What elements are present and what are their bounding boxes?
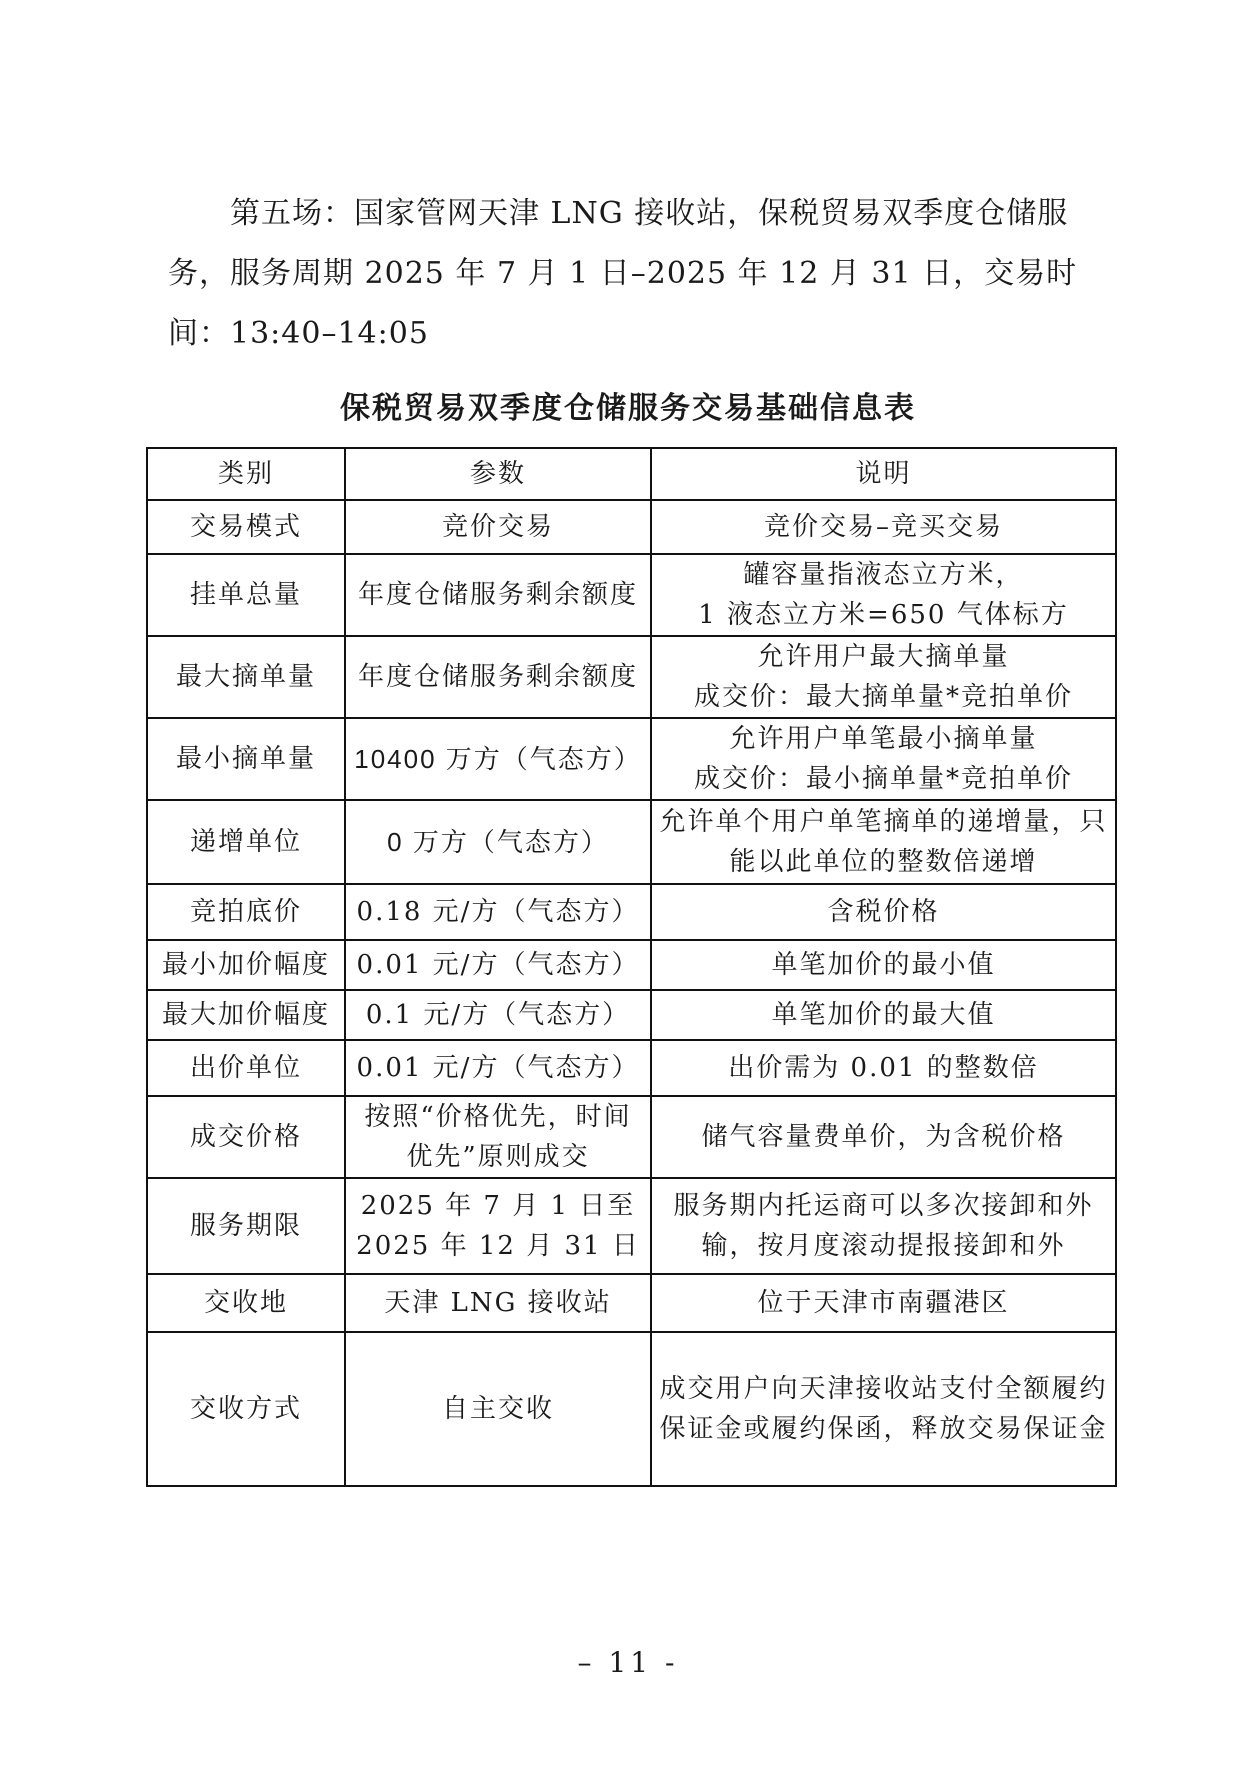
cell-category: 最小加价幅度: [147, 940, 345, 990]
cell-desc: 成交用户向天津接收站支付全额履约保证金或履约保函，释放交易保证金: [651, 1332, 1116, 1486]
cell-desc: 允许单个用户单笔摘单的递增量，只能以此单位的整数倍递增: [651, 800, 1116, 884]
cell-desc: 单笔加价的最小值: [651, 940, 1116, 990]
cell-param: 天津 LNG 接收站: [345, 1274, 651, 1332]
cell-desc: 服务期内托运商可以多次接卸和外输，按月度滚动提报接卸和外: [651, 1178, 1116, 1274]
cell-category: 最大摘单量: [147, 636, 345, 718]
page-number: – 11 -: [577, 1646, 679, 1679]
table-row: [147, 884, 1116, 940]
table-row: [147, 800, 1116, 884]
desc-line: 允许用户最大摘单量: [757, 642, 1010, 672]
desc-line: 成交价：最小摘单量*竞拍单价: [693, 764, 1073, 794]
desc-line: 允许用户单笔最小摘单量: [729, 724, 1038, 754]
cell-category: 成交价格: [147, 1096, 345, 1178]
cell-category: 出价单位: [147, 1040, 345, 1096]
cell-category: 最大加价幅度: [147, 990, 345, 1040]
cell-param: 年度仓储服务剩余额度: [345, 636, 651, 718]
header-param: 参数: [345, 448, 651, 500]
cell-desc: 储气容量费单价，为含税价格: [651, 1096, 1116, 1178]
cell-param: 0.01 元/方（气态方）: [345, 940, 651, 990]
cell-desc: [651, 718, 1116, 800]
desc-line: 罐容量指液态立方米，: [743, 560, 1024, 590]
cell-desc: 竞价交易–竞买交易: [651, 500, 1116, 554]
cell-desc: 位于天津市南疆港区: [651, 1274, 1116, 1332]
desc-line: 1 液态立方米=650 气体标方: [698, 600, 1069, 630]
cell-param: 0.1 元/方（气态方）: [345, 990, 651, 1040]
cell-category: 递增单位: [147, 800, 345, 884]
table-row: [147, 940, 1116, 990]
table-row: [147, 990, 1116, 1040]
desc-line: 成交价：最大摘单量*竞拍单价: [693, 682, 1073, 712]
table-row: [147, 718, 1116, 800]
cell-category: 交收地: [147, 1274, 345, 1332]
intro-paragraph: 第五场：国家管网天津 LNG 接收站，保税贸易双季度仓储服务，服务周期 2025 年 7 月 1 日–2025 年 12 月 31 日，交易时间：13:40–14:05: [168, 196, 1078, 351]
cell-param: 0.01 元/方（气态方）: [345, 1040, 651, 1096]
table-row: [147, 1096, 1116, 1178]
param-line: 2025 年 12 月 31 日: [356, 1231, 640, 1261]
cell-category: 服务期限: [147, 1178, 345, 1274]
info-table: [146, 447, 1117, 1487]
table-row: [147, 636, 1116, 718]
cell-param: 竞价交易: [345, 500, 651, 554]
param-line: 2025 年 7 月 1 日至: [360, 1191, 636, 1221]
cell-param: 10400 万方（气态方）: [345, 718, 651, 800]
cell-desc: 出价需为 0.01 的整数倍: [651, 1040, 1116, 1096]
cell-category: 挂单总量: [147, 554, 345, 636]
cell-category: 最小摘单量: [147, 718, 345, 800]
cell-param: 按照“价格优先，时间优先”原则成交: [345, 1096, 651, 1178]
header-category: 类别: [147, 448, 345, 500]
cell-desc: 单笔加价的最大值: [651, 990, 1116, 1040]
table-row: [147, 1274, 1116, 1332]
cell-param: 0.18 元/方（气态方）: [345, 884, 651, 940]
header-desc: 说明: [651, 448, 1116, 500]
cell-category: 竞拍底价: [147, 884, 345, 940]
cell-desc: 含税价格: [651, 884, 1116, 940]
table-row: [147, 1178, 1116, 1274]
table-row: [147, 500, 1116, 554]
cell-category: 交易模式: [147, 500, 345, 554]
table-row: [147, 1332, 1116, 1486]
cell-desc: [651, 554, 1116, 636]
cell-param: [345, 1178, 651, 1274]
cell-desc: [651, 636, 1116, 718]
cell-param: 年度仓储服务剩余额度: [345, 554, 651, 636]
table-title: 保税贸易双季度仓储服务交易基础信息表: [340, 391, 916, 426]
cell-category: 交收方式: [147, 1332, 345, 1486]
table-header-row: [147, 448, 1116, 500]
table-row: [147, 554, 1116, 636]
table-row: [147, 1040, 1116, 1096]
cell-param: 自主交收: [345, 1332, 651, 1486]
cell-param: 0 万方（气态方）: [345, 800, 651, 884]
